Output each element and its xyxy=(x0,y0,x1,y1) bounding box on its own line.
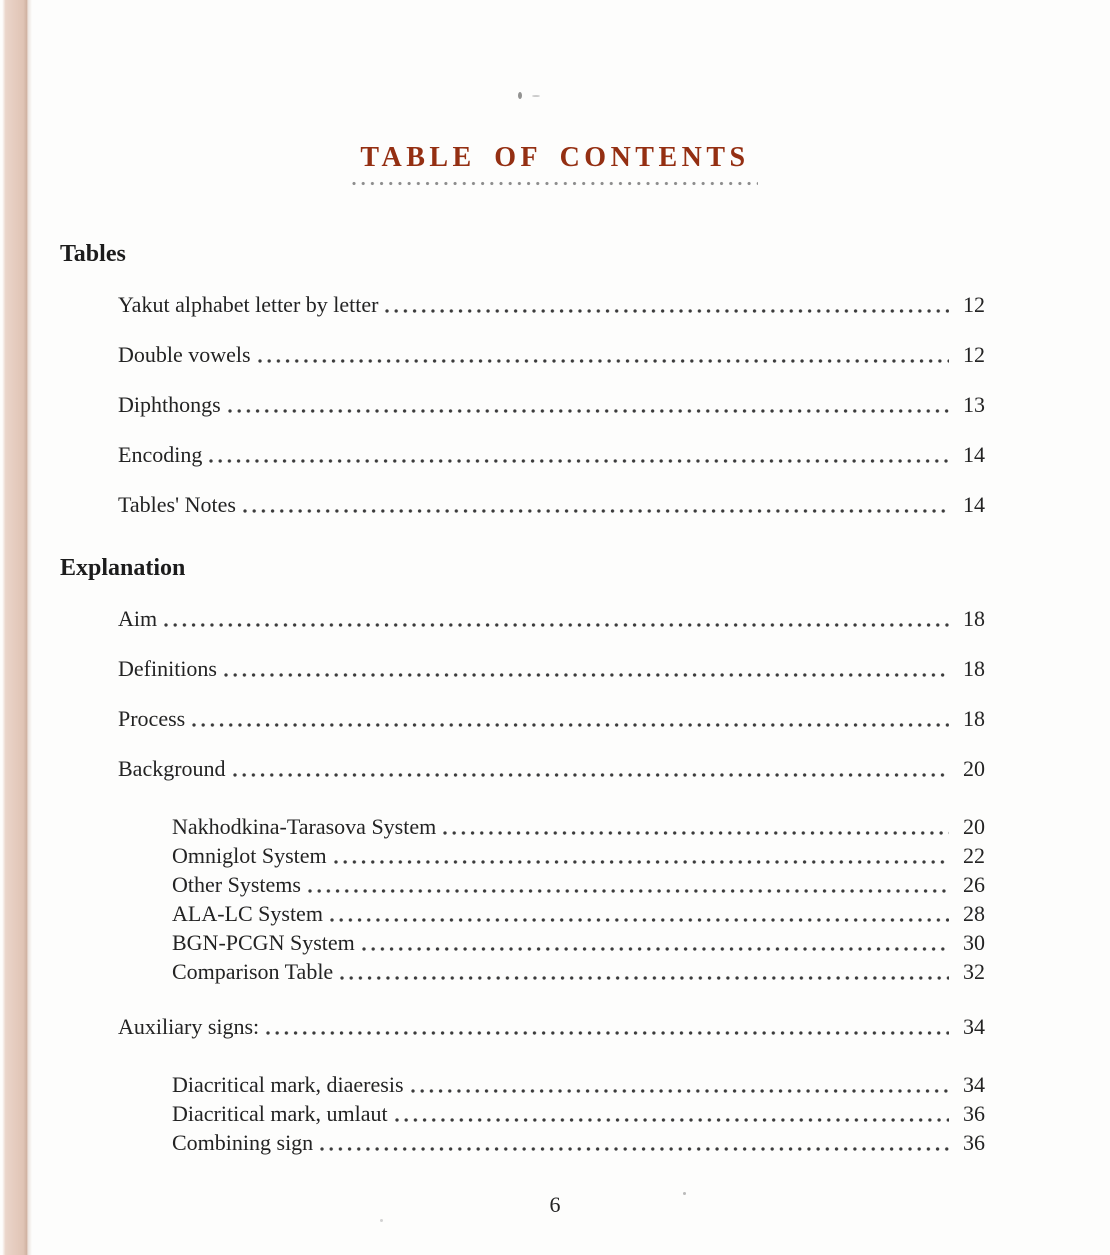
dot-leader xyxy=(334,843,949,869)
entry-label: Aim xyxy=(118,606,158,631)
dot-leader xyxy=(228,392,949,418)
entry-page-number: 36 xyxy=(963,1130,985,1155)
entry-label: Background xyxy=(118,756,226,781)
entry-label: Comparison Table xyxy=(172,959,334,984)
entry-page-number: 26 xyxy=(963,872,985,897)
page-title: TABLE OF CONTENTS xyxy=(360,142,750,173)
entry-label: Encoding xyxy=(118,442,203,467)
entry-label: Auxiliary signs: xyxy=(118,1014,260,1039)
dot-leader xyxy=(308,872,949,898)
toc-entry xyxy=(60,292,985,318)
entry-label: Omniglot System xyxy=(172,843,327,868)
dot-leader xyxy=(209,442,949,468)
entry-label: Diphthongs xyxy=(118,392,221,417)
entry-label: Diacritical mark, diaeresis xyxy=(172,1072,404,1097)
section-heading: Explanation xyxy=(60,555,186,581)
toc-entry xyxy=(60,901,985,927)
entry-label: Process xyxy=(118,706,186,731)
entry-label: Tables' Notes xyxy=(118,492,236,517)
entry-page-number: 34 xyxy=(963,1072,985,1097)
dot-leader xyxy=(340,959,949,985)
toc-entry xyxy=(60,756,985,782)
toc-entry xyxy=(60,872,985,898)
toc-entry xyxy=(60,706,985,732)
dot-leader xyxy=(330,901,949,927)
section-heading: Tables xyxy=(60,241,126,267)
entry-page-number: 20 xyxy=(963,814,985,839)
dot-leader xyxy=(320,1130,949,1156)
dot-leader xyxy=(258,342,949,368)
entry-label: Yakut alphabet letter by letter xyxy=(118,292,379,317)
entry-page-number: 20 xyxy=(963,756,985,781)
toc-entry xyxy=(60,930,985,956)
entry-page-number: 22 xyxy=(963,843,985,868)
entry-page-number: 28 xyxy=(963,901,985,926)
dot-leader xyxy=(164,606,949,632)
entry-page-number: 13 xyxy=(963,392,985,417)
entry-label: Nakhodkina-Tarasova System xyxy=(172,814,437,839)
scan-speck xyxy=(518,92,522,99)
entry-page-number: 18 xyxy=(963,606,985,631)
entry-page-number: 12 xyxy=(963,342,985,367)
scan-speck xyxy=(683,1192,686,1195)
toc-entry xyxy=(60,814,985,840)
entry-page-number: 14 xyxy=(963,442,985,467)
entry-label: ALA-LC System xyxy=(172,901,323,926)
dot-leader xyxy=(395,1101,949,1127)
dot-leader xyxy=(266,1014,949,1040)
title-underline-dots xyxy=(352,181,758,187)
dot-leader xyxy=(192,706,949,732)
folio-page-number: 6 xyxy=(549,1192,561,1217)
toc-entry xyxy=(60,1072,985,1098)
entry-page-number: 32 xyxy=(963,959,985,984)
entry-label: Combining sign xyxy=(172,1130,314,1155)
dot-leader xyxy=(243,492,949,518)
entry-page-number: 18 xyxy=(963,656,985,681)
dot-leader xyxy=(411,1072,949,1098)
entry-label: Double vowels xyxy=(118,342,251,367)
entry-page-number: 36 xyxy=(963,1101,985,1126)
entry-label: Other Systems xyxy=(172,872,301,897)
entry-page-number: 12 xyxy=(963,292,985,317)
entry-page-number: 34 xyxy=(963,1014,985,1039)
dot-leader xyxy=(385,292,949,318)
toc xyxy=(60,240,985,1156)
dot-leader xyxy=(443,814,949,840)
scan-edge-strip xyxy=(2,0,28,1255)
toc-entry xyxy=(60,959,985,985)
toc-entry xyxy=(60,1101,985,1127)
toc-entry xyxy=(60,656,985,682)
toc-entry xyxy=(60,1014,985,1040)
scan-speck xyxy=(532,95,540,97)
toc-section xyxy=(60,240,985,518)
toc-header xyxy=(0,142,1110,187)
entry-label: Definitions xyxy=(118,656,217,681)
toc-entry xyxy=(60,492,985,518)
dot-leader xyxy=(362,930,949,956)
entry-label: BGN-PCGN System xyxy=(172,930,355,955)
toc-entry xyxy=(60,843,985,869)
toc-entry xyxy=(60,342,985,368)
entry-page-number: 18 xyxy=(963,706,985,731)
dot-leader xyxy=(224,656,949,682)
entry-page-number: 30 xyxy=(963,930,985,955)
scan-speck xyxy=(380,1219,383,1222)
toc-entry xyxy=(60,392,985,418)
entry-page-number: 14 xyxy=(963,492,985,517)
toc-entry xyxy=(60,1130,985,1156)
entry-label: Diacritical mark, umlaut xyxy=(172,1101,388,1126)
dot-leader xyxy=(233,756,949,782)
toc-entry xyxy=(60,606,985,632)
toc-section xyxy=(60,554,985,1156)
toc-entry xyxy=(60,442,985,468)
